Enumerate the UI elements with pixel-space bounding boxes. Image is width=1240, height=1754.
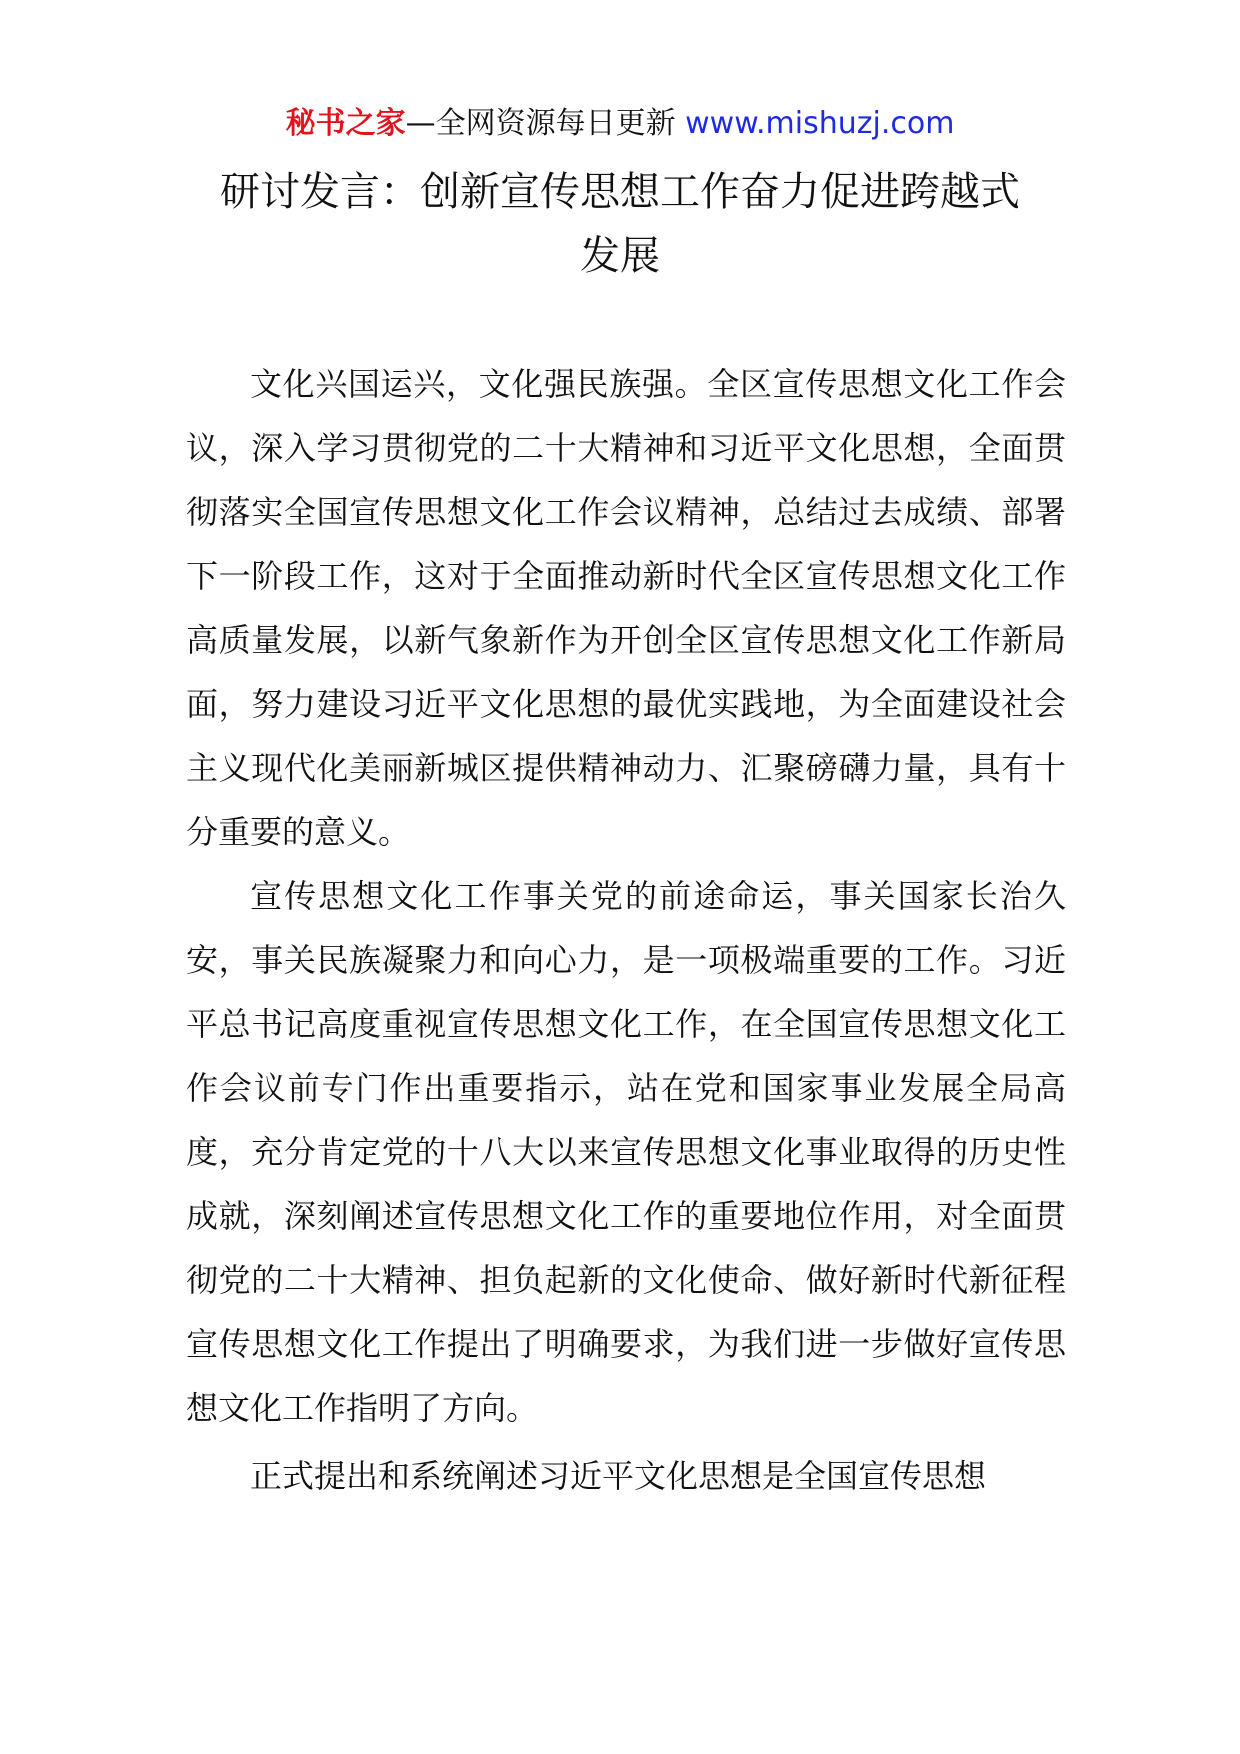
paragraph-3: 正式提出和系统阐述习近平文化思想是全国宣传思想 bbox=[250, 1457, 987, 1495]
paragraph-1: 文化兴国运兴，文化强民族强。全区宣传思想文化工作会议，深入学习贯彻党的二十大精神和习近平文化思想，全面贯彻落实全国宣传思想文化工作会议精神，总结过去成绩、部署下一阶段工作，这对于全面推动新时代全区宣传思想文化工作高质量发展，以新气象新作为开创全区宣传思想文化工作新局面，努力建设习近平文化思想的最优实践地，为全面建设社会主义现代化美丽新城区提供精神动力、汇聚磅礴力量，具有十分重要的意义。 bbox=[186, 365, 1066, 851]
document-title bbox=[140, 160, 1100, 288]
site-watermark-header bbox=[0, 100, 1240, 148]
document-body bbox=[186, 352, 1066, 1508]
brand-name: 秘书之家 bbox=[285, 106, 406, 141]
document-title-line-1: 研讨发言：创新宣传思想工作奋力促进跨越式 bbox=[220, 169, 1020, 215]
brand-tagline: —全网资源每日更新 bbox=[405, 106, 676, 141]
paragraph-2: 宣传思想文化工作事关党的前途命运，事关国家长治久安，事关民族凝聚力和向心力，是一项极端重要的工作。习近平总书记高度重视宣传思想文化工作，在全国宣传思想文化工作会议前专门作出重要指示，站在党和国家事业发展全局高度，充分肯定党的十八大以来宣传思想文化事业取得的历史性成就，深刻阐述宣传思想文化工作的重要地位作用，对全面贯彻党的二十大精神、担负起新的文化使命、做好新时代新征程宣传思想文化工作提出了明确要求，为我们进一步做好宣传思想文化工作指明了方向。 bbox=[186, 877, 1066, 1427]
document-title-line-2: 发展 bbox=[580, 233, 660, 279]
site-url: www.mishuzj.com bbox=[685, 106, 955, 141]
